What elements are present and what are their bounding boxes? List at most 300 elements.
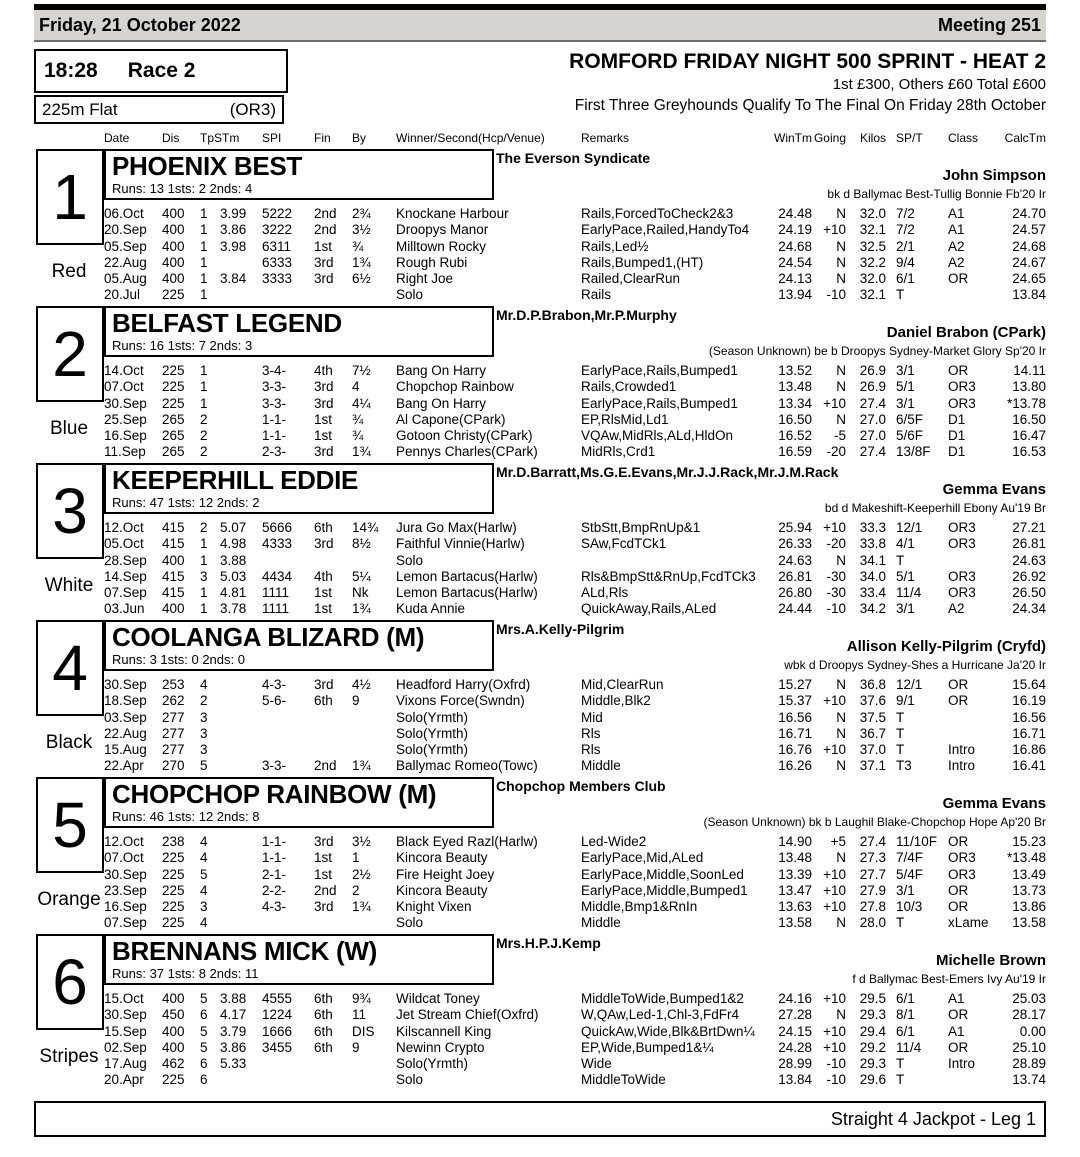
form-trap: 1 [200,254,208,270]
form-calctm: 15.23 [1012,834,1046,849]
form-by-margin: 14¾ [352,520,379,535]
form-row [104,899,1046,915]
trainer-name: Allison Kelly-Pilgrim (Cryfd) [846,638,1046,655]
form-wintm: 13.47 [778,882,812,898]
form-calctm: 28.17 [1012,1007,1046,1023]
form-class: A2 [948,254,965,270]
form-going: -10 [826,1056,846,1072]
form-date: 06.Oct [104,206,144,221]
form-date: 12.Oct [104,834,144,849]
dog-name-box [104,620,494,671]
form-wintm: 24.68 [778,238,812,254]
form-kilos: 27.8 [859,899,886,915]
form-distance: 400 [162,254,185,270]
form-class [940,553,990,569]
form-calctm: 26.92 [1012,568,1046,584]
form-trap: 1 [200,601,208,617]
form-remarks: Rls [581,742,601,758]
form-row [104,428,1046,444]
form-distance: 225 [162,363,185,378]
form-spt: 6/1 [896,271,915,287]
form-calctm: 16.53 [1012,444,1046,460]
form-winner-second: Solo [396,287,424,303]
form-spi: 4555 [262,991,293,1006]
form-spi: 2-2- [262,882,287,898]
form-going: N [836,677,846,692]
trap-color-label: Black [45,732,93,753]
form-kilos: 32.1 [859,287,886,303]
form-date: 28.Sep [104,552,147,568]
form-by-margin [352,726,396,742]
form-class [940,710,990,726]
form-finish [314,553,352,569]
form-trap: 4 [200,882,208,898]
form-date: 14.Oct [104,363,144,378]
form-going: +10 [823,1039,846,1055]
form-sectional-time [220,287,262,303]
race-distance: 225m Flat [42,99,118,119]
trainer-name: Gemma Evans [942,481,1046,498]
form-spt: T [896,915,905,931]
form-kilos: 29.6 [859,1072,886,1088]
form-sectional-time [220,255,262,271]
form-date: 07.Sep [104,585,147,601]
form-calctm: 13.84 [1012,287,1046,303]
form-finish: 1st [314,428,333,444]
dog-runs-stats: Runs: 47 1sts: 12 2nds: 2 [112,495,260,510]
form-spt: 5/1 [896,379,915,395]
form-trap: 4 [200,915,208,931]
dog-main [104,463,1046,618]
form-winner-second: Gotoon Christy(CPark) [396,428,533,444]
form-remarks: Mid [581,709,603,725]
form-finish: 2nd [314,882,337,898]
form-kilos: 29.2 [859,1039,886,1055]
form-spt: 3/1 [896,882,915,898]
form-trap: 1 [200,363,208,378]
form-spi: 2-3- [262,444,287,460]
form-date: 22.Aug [104,254,147,270]
form-distance: 400 [162,238,185,254]
form-spt: T [896,1072,905,1088]
form-class: OR3 [948,395,976,411]
form-distance: 225 [162,395,185,411]
form-calctm: 16.86 [1012,742,1046,758]
form-going: N [836,915,846,931]
form-trap: 5 [200,1039,208,1055]
form-by-margin [352,710,396,726]
form-finish [314,742,352,758]
form-finish [314,287,352,303]
form-wintm: 24.54 [778,254,812,270]
form-kilos: 27.7 [859,866,886,882]
trainer-name: Gemma Evans [942,795,1046,812]
form-by-margin: 4½ [352,677,371,692]
form-distance: 400 [162,206,185,221]
form-going: N [836,379,846,395]
form-row [104,239,1046,255]
form-date: 22.Aug [104,725,147,741]
dog-main [104,620,1046,775]
form-going: -10 [826,601,846,617]
form-going: +10 [823,882,846,898]
form-wintm: 16.50 [778,411,812,427]
form-class: A1 [948,206,965,221]
form-spi: 3222 [262,222,293,238]
form-wintm: 28.99 [778,1056,812,1072]
race-header [34,49,1046,129]
form-finish [314,915,352,931]
form-rows [104,363,1046,461]
footer-box [34,1101,1046,1137]
form-going: N [836,552,846,568]
form-row [104,991,1046,1007]
meeting-date: Friday, 21 October 2022 [39,14,241,35]
form-kilos: 27.4 [859,834,886,849]
form-distance: 238 [162,834,185,849]
form-calctm: 24.57 [1012,222,1046,238]
form-finish: 6th [314,693,333,709]
form-winner-second: Newinn Crypto [396,1039,485,1055]
form-by-margin [352,742,396,758]
form-by-margin [352,287,396,303]
form-trap: 3 [200,725,208,741]
form-going: +10 [823,395,846,411]
form-by-margin: 9¾ [352,991,371,1006]
form-date: 18.Sep [104,693,147,709]
form-spi: 6333 [262,254,293,270]
form-calctm: 24.63 [1012,552,1046,568]
form-sectional-time [220,834,262,850]
form-class: D1 [948,428,966,444]
form-date: 05.Sep [104,238,147,254]
trap-column [34,620,104,775]
form-by-margin: 6½ [352,271,371,287]
form-class [940,1072,990,1088]
form-finish: 3rd [314,444,334,460]
form-date: 02.Sep [104,1039,147,1055]
form-winner-second: Chopchop Rainbow [396,379,514,395]
column-header-date: Date [104,131,130,145]
form-trap: 5 [200,1023,208,1039]
form-sectional-time: 3.84 [220,271,247,287]
form-spt: 13/8F [896,444,931,460]
dog-name-box [104,149,494,200]
form-sectional-time [220,726,262,742]
form-calctm: 28.89 [1012,1056,1046,1072]
form-spi: 4333 [262,536,293,552]
trap-color-label: Stripes [39,1046,99,1067]
form-finish [314,710,352,726]
form-remarks: Middle,Blk2 [581,693,651,709]
form-calctm: 24.34 [1012,601,1046,617]
form-calctm: 24.67 [1012,254,1046,270]
form-remarks: Rls [581,725,601,741]
form-distance: 400 [162,552,185,568]
form-distance: 277 [162,709,185,725]
form-sectional-time: 5.03 [220,568,247,584]
trap-column [34,934,104,1089]
meeting-bar [34,10,1046,42]
form-remarks: MiddleToWide,Bumped1&2 [581,991,744,1006]
form-rows [104,834,1046,932]
dog-main [104,934,1046,1089]
form-kilos: 29.4 [859,1023,886,1039]
form-kilos: 33.3 [859,520,886,535]
form-sectional-time [220,899,262,915]
form-wintm: 16.71 [778,725,812,741]
form-kilos: 29.5 [859,991,886,1006]
form-going: -10 [826,1072,846,1088]
form-trap: 5 [200,758,208,774]
breeding-line: (Season Unknown) be b Droopys Sydney-Market Glory Sp'20 Ir [708,344,1046,358]
form-going: N [836,254,846,270]
dog-main [104,777,1046,932]
trap-number-box [36,934,104,1030]
form-kilos: 29.3 [859,1007,886,1023]
form-sectional-time: 4.17 [220,1007,247,1023]
form-calctm: 16.47 [1012,428,1046,444]
form-spt: 7/4F [896,850,924,866]
form-kilos: 36.7 [859,725,886,741]
trap-color-label: Blue [49,418,89,439]
form-trap: 4 [200,850,208,866]
form-remarks: Railed,ClearRun [581,271,681,287]
dog-section [34,149,1046,304]
dog-name-box [104,934,494,985]
form-by-margin: Nk [352,585,369,601]
form-sectional-time [220,677,262,693]
form-going: N [836,411,846,427]
form-row [104,444,1046,460]
form-date: 20.Sep [104,222,147,238]
form-sectional-time [220,693,262,709]
form-distance: 450 [162,1007,185,1023]
form-distance: 277 [162,725,185,741]
form-spt: 6/5F [896,411,924,427]
form-trap: 1 [200,287,208,303]
form-distance: 225 [162,899,185,915]
form-trap: 3 [200,899,208,915]
column-header-kilos: Kilos [859,131,886,145]
column-header-wintm: WinTm [774,131,812,145]
column-header-going: Going [813,131,846,145]
form-date: 30.Sep [104,395,147,411]
form-trap: 2 [200,693,208,709]
form-winner-second: Solo(Yrmth) [396,709,469,725]
column-header-calctm: CalcTm [1004,131,1046,145]
form-wintm: 13.48 [778,379,812,395]
form-trap: 3 [200,709,208,725]
form-calctm: *13.78 [1006,395,1046,411]
form-wintm: 16.52 [778,428,812,444]
form-calctm: 13.49 [1012,866,1046,882]
form-wintm: 13.39 [778,866,812,882]
form-row [104,1072,1046,1088]
form-distance: 225 [162,882,185,898]
form-spt: 7/2 [896,206,915,221]
form-by-margin [352,915,396,931]
form-class: OR [948,882,969,898]
form-date: 15.Sep [104,1023,147,1039]
form-row [104,553,1046,569]
form-sectional-time [220,883,262,899]
form-spt: 4/1 [896,536,915,552]
form-winner-second: Jet Stream Chief(Oxfrd) [396,1007,539,1023]
form-winner-second: Lemon Bartacus(Harlw) [396,585,538,601]
form-calctm: 26.81 [1012,536,1046,552]
form-winner-second: Kilscannell King [396,1023,492,1039]
form-row [104,1040,1046,1056]
dog-runs-stats: Runs: 46 1sts: 12 2nds: 8 [112,809,260,824]
form-row [104,396,1046,412]
form-wintm: 27.28 [778,1007,812,1023]
form-spi: 3-4- [262,363,287,378]
form-finish: 6th [314,520,333,535]
form-trap: 1 [200,206,208,221]
form-winner-second: Solo(Yrmth) [396,742,469,758]
form-kilos: 36.8 [859,677,886,692]
form-distance: 225 [162,1072,185,1088]
form-calctm: 13.74 [1012,1072,1046,1088]
form-wintm: 24.48 [778,206,812,221]
form-calctm: 15.64 [1012,677,1046,692]
form-row [104,520,1046,536]
trap-column [34,306,104,461]
form-calctm: 14.11 [1013,363,1046,378]
form-trap: 5 [200,866,208,882]
form-by-margin: 1¾ [352,601,371,617]
form-by-margin: 3½ [352,834,371,849]
form-going: -20 [826,444,846,460]
form-kilos: 26.9 [859,379,886,395]
form-spt: 9/4 [896,254,915,270]
form-calctm: 24.68 [1012,238,1046,254]
form-spi: 1224 [262,1007,293,1023]
form-class: OR3 [948,520,976,535]
form-date: 22.Apr [104,758,144,774]
trainer-name: John Simpson [942,167,1046,184]
form-finish: 1st [314,850,333,866]
form-kilos: 32.0 [859,271,886,287]
form-remarks: EarlyPace,Railed,HandyTo4 [581,222,750,238]
form-row [104,363,1046,379]
form-distance: 225 [162,379,185,395]
form-date: 23.Sep [104,882,147,898]
dog-head [104,620,1046,676]
form-rows [104,206,1046,304]
race-grade: (OR3) [229,99,276,119]
column-header-spi: SPI [262,131,282,145]
form-calctm: 27.21 [1012,520,1046,535]
form-going: +10 [823,1023,846,1039]
form-wintm: 24.44 [778,601,812,617]
form-finish: 2nd [314,222,337,238]
form-row [104,569,1046,585]
form-distance: 415 [162,536,185,552]
form-spi: 4-3- [262,899,287,915]
form-by-margin [352,1056,396,1072]
form-distance: 225 [162,850,185,866]
form-by-margin: 1 [352,850,360,866]
form-date: 30.Sep [104,677,147,692]
form-going: -10 [826,287,846,303]
form-distance: 400 [162,222,185,238]
form-winner-second: Bang On Harry [396,363,487,378]
form-sectional-time [220,742,262,758]
form-trap: 1 [200,552,208,568]
column-header-winner: Winner/Second(Hcp/Venue) [396,131,545,145]
form-spi: 5666 [262,520,293,535]
form-row [104,834,1046,850]
form-distance: 415 [162,568,185,584]
form-going: +10 [823,866,846,882]
form-finish: 3rd [314,271,334,287]
form-finish: 2nd [314,206,337,221]
dog-head [104,149,1046,205]
form-class: OR [948,899,969,915]
form-winner-second: Kuda Annie [396,601,466,617]
form-spi: 3-3- [262,379,287,395]
form-winner-second: Solo [396,1072,424,1088]
form-spt: 11/4 [896,1039,922,1055]
race-number: Race 2 [127,59,196,82]
dog-name: COOLANGA BLIZARD (M) [112,622,425,652]
form-finish: 4th [314,363,333,378]
form-calctm: 16.71 [1012,725,1046,741]
form-date: 03.Jun [104,601,145,617]
form-sectional-time [220,412,262,428]
owner-name: Mrs.A.Kelly-Pilgrim [496,621,625,637]
form-sectional-time: 4.81 [220,585,247,601]
form-spi: 5222 [262,206,293,221]
form-spi: 3-3- [262,395,287,411]
form-wintm: 26.80 [778,585,812,601]
form-finish: 1st [314,866,333,882]
form-distance: 415 [162,520,185,535]
form-distance: 400 [162,1039,185,1055]
dog-name: CHOPCHOP RAINBOW (M) [112,779,437,809]
form-kilos: 32.5 [859,238,886,254]
dog-runs-stats: Runs: 16 1sts: 7 2nds: 3 [112,338,253,353]
form-remarks: Rails,ForcedToCheck2&3 [581,206,734,221]
form-going: +10 [823,899,846,915]
form-remarks: EarlyPace,Rails,Bumped1 [581,395,738,411]
form-remarks: Wide [581,1056,612,1072]
form-class: OR [948,693,969,709]
form-date: 07.Sep [104,915,147,931]
form-winner-second: Solo [396,552,424,568]
form-spi: 4434 [262,568,293,584]
dog-section [34,306,1046,461]
form-winner-second: Rough Rubi [396,254,468,270]
form-class: OR3 [948,585,976,601]
form-distance: 265 [162,444,185,460]
breeding-line: (Season Unknown) bk b Laughil Blake-Chopchop Hope Ap'20 Br [703,815,1046,829]
form-kilos: 34.1 [859,552,886,568]
form-date: 12.Oct [104,520,144,535]
form-winner-second: Bang On Harry [396,395,487,411]
form-finish: 3rd [314,677,334,692]
form-class: OR [948,363,969,378]
form-trap: 2 [200,520,208,535]
trap-column [34,463,104,618]
dog-section [34,620,1046,775]
form-sectional-time: 3.86 [220,1039,247,1055]
form-remarks: Rails,Crowded1 [581,379,677,395]
form-going: N [836,238,846,254]
form-winner-second: Al Capone(CPark) [396,411,506,427]
